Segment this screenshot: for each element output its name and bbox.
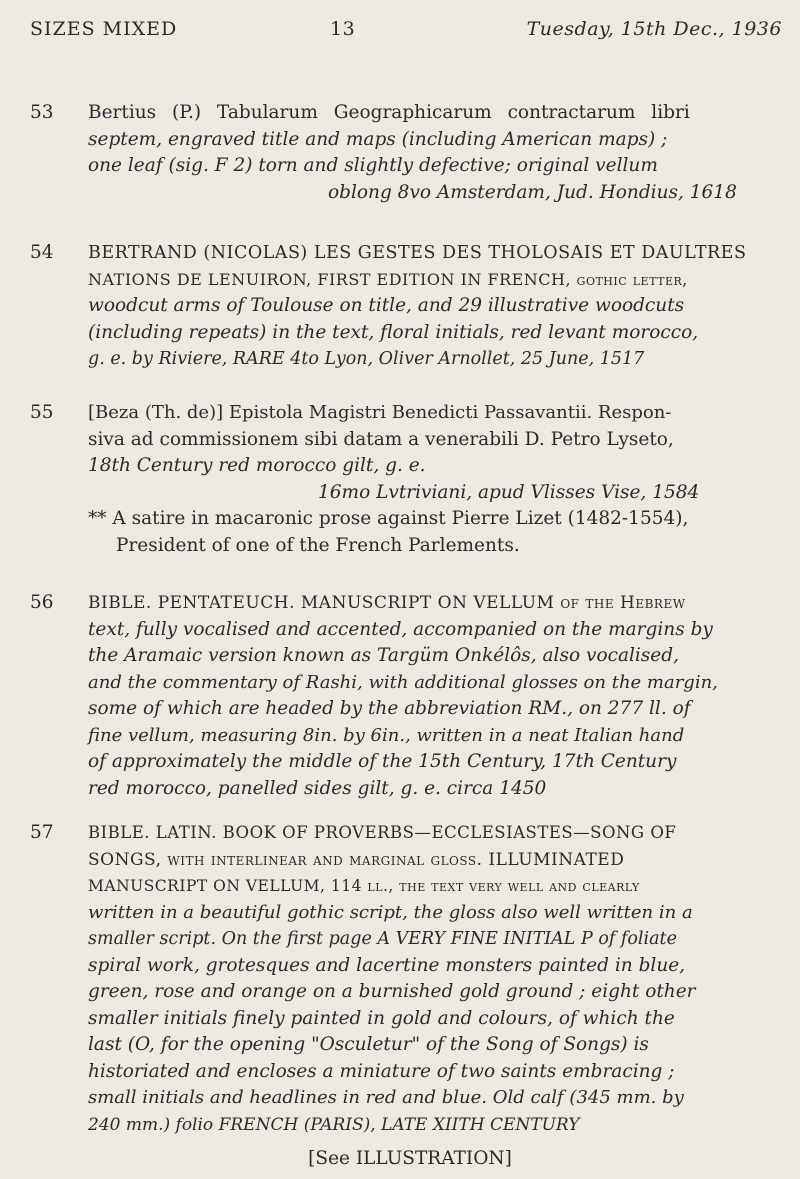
- lot-description: [88, 590, 782, 802]
- sale-date: Tuesday, 15th Dec., 1936: [526, 18, 782, 40]
- lot-line: historiated and encloses a miniature of two saints embracing ;: [88, 1060, 675, 1082]
- lot-description: [88, 240, 782, 373]
- lot-line: siva ad commissionem sibi datam a venerabili D. Petro Lyseto,: [88, 428, 674, 450]
- lot-description: [88, 100, 782, 206]
- lot-line: 16mo Lvtriviani, apud Vlisses Vise, 1584: [318, 481, 700, 503]
- lot-line: septem, engraved title and maps (including American maps) ;: [88, 128, 668, 150]
- lot-53: [30, 100, 782, 206]
- lot-line: NATIONS DE LENUIRON, FIRST EDITION IN FRENCH, gothic letter,: [88, 269, 688, 289]
- lot-line: woodcut arms of Toulouse on title, and 29 illustrative woodcuts: [88, 295, 685, 316]
- lot-line: smaller initials finely painted in gold and colours, of which the: [88, 1007, 675, 1029]
- lot-line: last (O, for the opening "Osculetur" of the Song of Songs) is: [88, 1034, 649, 1055]
- lot-line: oblong 8vo Amsterdam, Jud. Hondius, 1618: [328, 181, 737, 203]
- page-number: 13: [330, 18, 356, 40]
- lot-line: the Aramaic version known as Targüm Onkélôs, also vocalised,: [88, 645, 679, 666]
- lot-line: MANUSCRIPT ON VELLUM, 114 ll., the text very well and clearly: [88, 877, 640, 895]
- lot-line: smaller script. On the first page A VERY FINE INITIAL P of foliate: [88, 929, 677, 949]
- lot-number: 57: [30, 822, 54, 843]
- lot-line: BIBLE. PENTATEUCH. MANUSCRIPT ON VELLUM of the Hebrew: [88, 593, 686, 613]
- lot-57: [30, 820, 782, 1173]
- lot-line: some of which are headed by the abbreviation RM., on 277 ll. of: [88, 698, 691, 719]
- lot-line: 18th Century red morocco gilt, g. e.: [88, 455, 426, 476]
- lot-line: BIBLE. LATIN. BOOK OF PROVERBS—ECCLESIASTES—SONG OF: [88, 823, 677, 842]
- lot-line: of approximately the middle of the 15th Century, 17th Century: [88, 751, 677, 772]
- lot-55: [30, 400, 782, 559]
- lot-description: [88, 820, 782, 1173]
- running-header: [30, 18, 782, 40]
- lot-line: small initials and headlines in red and blue. Old calf (345 mm. by: [88, 1087, 684, 1108]
- lot-line: and the commentary of Rashi, with additional glosses on the margin,: [88, 671, 718, 693]
- lot-number: 56: [30, 592, 54, 613]
- lot-line: (including repeats) in the text, floral initials, red levant morocco,: [88, 321, 699, 343]
- lot-line: 240 mm.) folio FRENCH (PARIS), LATE XIITH CENTURY: [88, 1114, 580, 1135]
- lot-line: SONGS, with interlinear and marginal gloss. ILLUMINATED: [88, 849, 625, 870]
- lot-line: one leaf (sig. F 2) torn and slightly defective; original vellum: [88, 155, 658, 176]
- lot-56: [30, 590, 782, 802]
- lot-line: Bertius (P.) Tabularum Geographicarum contractarum libri: [88, 102, 690, 123]
- lot-line: written in a beautiful gothic script, the gloss also well written in a: [88, 901, 693, 923]
- lot-line: spiral work, grotesques and lacertine monsters painted in blue,: [88, 954, 686, 976]
- lot-line: green, rose and orange on a burnished gold ground ; eight other: [88, 981, 696, 1002]
- lot-line: [Beza (Th. de)] Epistola Magistri Benedicti Passavantii. Respon-: [88, 402, 672, 423]
- lot-description: [88, 400, 782, 559]
- lot-note: ** A satire in macaronic prose against Pierre Lizet (1482-1554),: [88, 508, 689, 529]
- lot-note: President of one of the French Parlements.: [116, 534, 520, 556]
- lot-line: g. e. by Riviere, RARE 4to Lyon, Oliver Arnollet, 25 June, 1517: [88, 349, 645, 369]
- lot-number: 53: [30, 102, 54, 123]
- lot-number: 54: [30, 242, 54, 263]
- lot-54: [30, 240, 782, 373]
- lot-line: red morocco, panelled sides gilt, g. e. circa 1450: [88, 777, 547, 799]
- lot-number: 55: [30, 402, 54, 423]
- lot-line: BERTRAND (NICOLAS) LES GESTES DES THOLOSAIS ET DAULTRES: [88, 243, 747, 263]
- lot-line: text, fully vocalised and accented, accompanied on the margins by: [88, 618, 713, 640]
- lot-line: fine vellum, measuring 8in. by 6in., written in a neat Italian hand: [88, 724, 685, 746]
- illustration-reference: [See ILLUSTRATION]: [308, 1148, 512, 1169]
- section-title: SIZES MIXED: [30, 18, 178, 40]
